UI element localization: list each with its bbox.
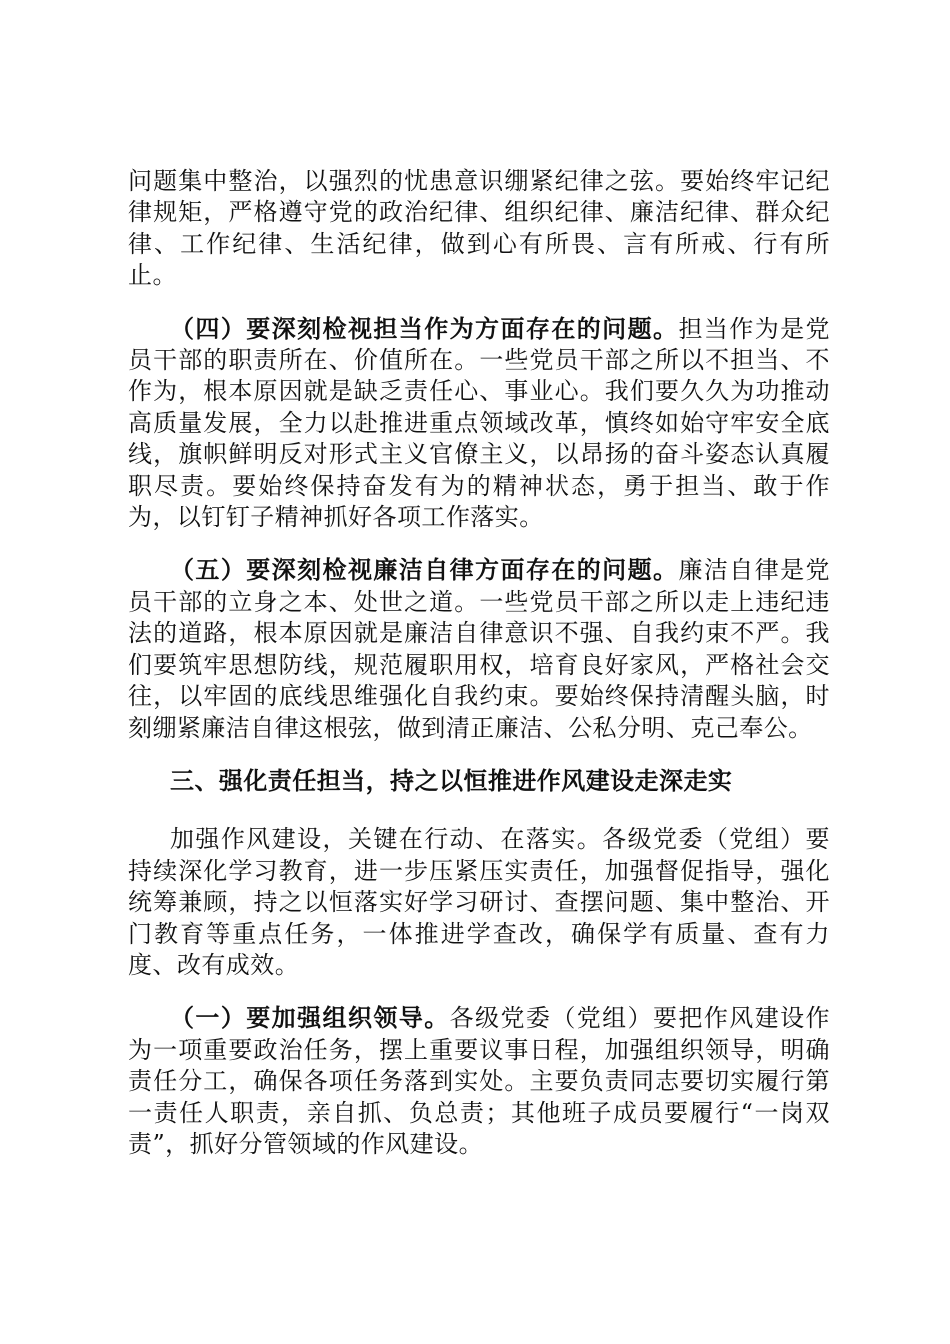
paragraph-integrity-body: 廉洁自律是党员干部的立身之本、处世之道。一些党员干部之所以走上违纪违法的道路，根本原因就是廉洁自律意识不强、自我约束不严。我们要筑牢思想防线，规范履职用权，培育良好家风，严格社会交往，以牢固的底线思维强化自我约束。要始终保持清醒头脑，时刻绷紧廉洁自律这根弦，做到清正廉洁、公私分明、克己奉公。 [128, 556, 830, 742]
paragraph-integrity [128, 554, 830, 743]
section-heading-3: 三、强化责任担当，持之以恒推进作风建设走深走实 [170, 765, 733, 795]
paragraph-discipline: 问题集中整治，以强烈的忧患意识绷紧纪律之弦。要始终牢记纪律规矩，严格遵守党的政治纪律、组织纪律、廉洁纪律、群众纪律、工作纪律、生活纪律，做到心有所畏、言有所戒、行有所止。 [128, 167, 830, 290]
paragraph-leadership [128, 1002, 830, 1160]
subheading-leadership: （一）要加强组织领导。 [170, 1003, 450, 1033]
subheading-integrity: （五）要深刻检视廉洁自律方面存在的问题。 [170, 555, 679, 585]
paragraph-leadership-body: 各级党委（党组）要把作风建设作为一项重要政治任务，摆上重要议事日程，加强组织领导，明确责任分工，确保各项任务落到实处。主要负责同志要切实履行第一责任人职责，亲自抓、负总责；其他班子成员要履行“一岗双责”，抓好分管领域的作风建设。 [128, 1004, 830, 1158]
paragraph-implementation: 加强作风建设，关键在行动、在落实。各级党委（党组）要持续深化学习教育，进一步压紧压实责任，加强督促指导，强化统筹兼顾，持之以恒落实好学习研讨、查摆问题、集中整治、开门教育等重点任务，一体推进学查改，确保学有质量、查有力度、改有成效。 [128, 825, 830, 979]
paragraph-responsibility [128, 313, 830, 534]
document-page [128, 166, 830, 1181]
paragraph-responsibility-body: 担当作为是党员干部的职责所在、价值所在。一些党员干部之所以不担当、不作为，根本原因就是缺乏责任心、事业心。我们要久久为功推动高质量发展，全力以赴推进重点领域改革，慎终如始守牢安全底线，旗帜鲜明反对形式主义官僚主义，以昂扬的奋斗姿态认真履职尽责。要始终保持奋发有为的精神状态，勇于担当、敢于作为，以钉钉子精神抓好各项工作落实。 [128, 314, 830, 532]
subheading-responsibility: （四）要深刻检视担当作为方面存在的问题。 [170, 313, 679, 343]
